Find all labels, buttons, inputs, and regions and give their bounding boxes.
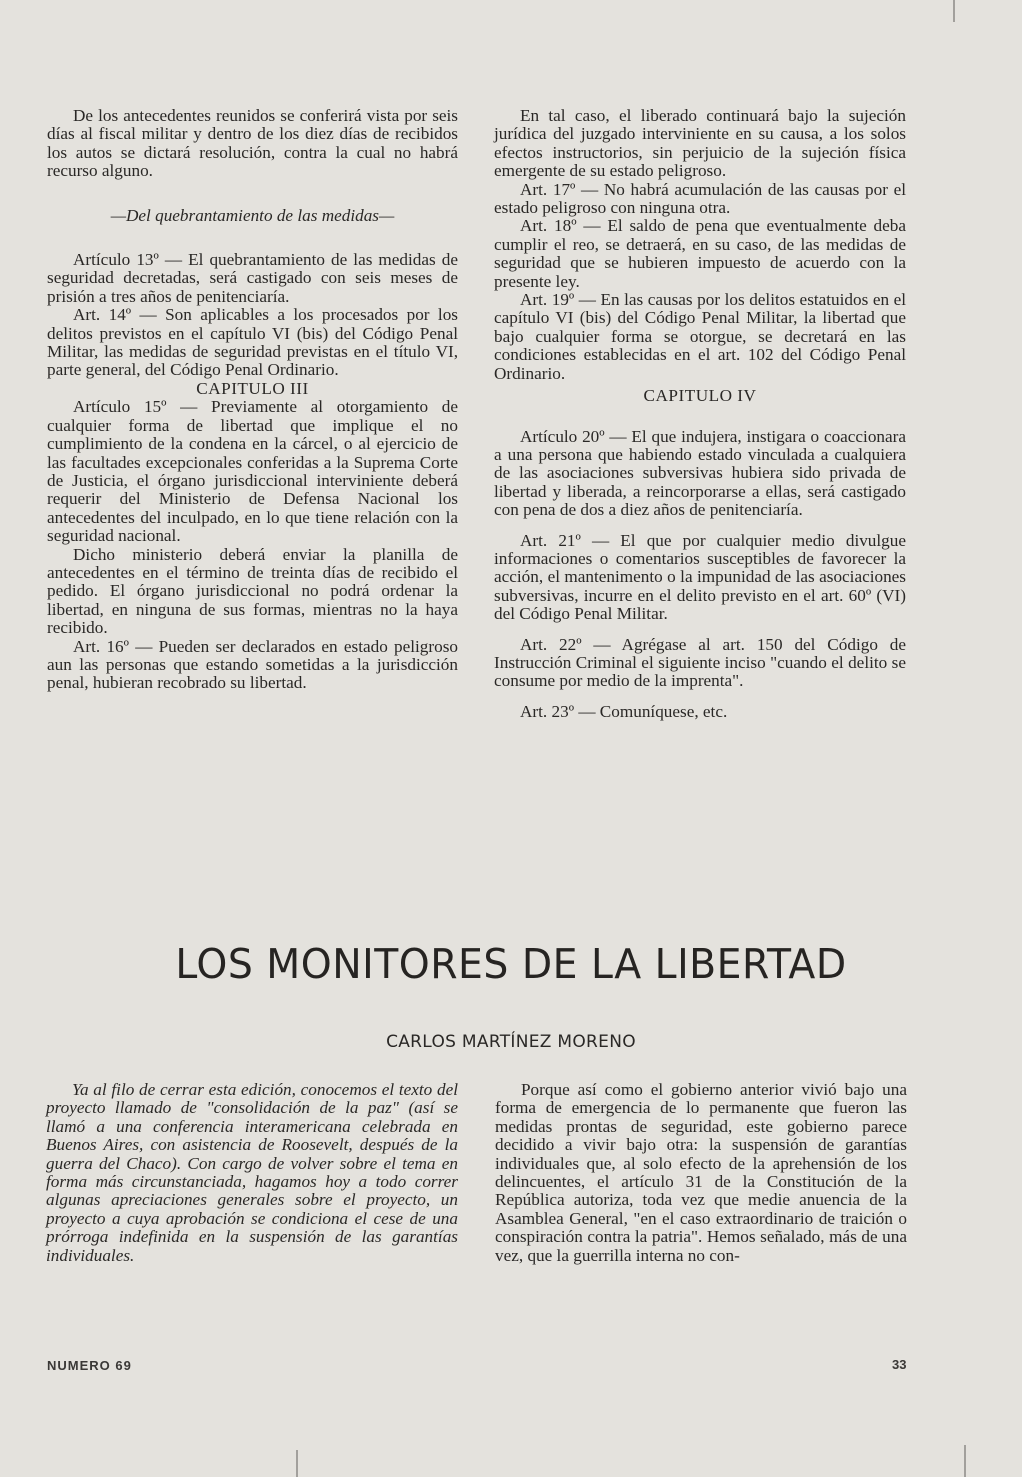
left-column (47, 107, 458, 693)
section-heading: —Del quebrantamiento de las medidas— (110, 205, 395, 225)
scan-artifact (953, 0, 955, 22)
article-21: Art. 21º — El que por cualquier medio divulgue informaciones o comentarios susceptibles de favorecer la acción, el mantenimento o la impunidad de las asociaciones subversivas, incurre en el delito previsto en el art. 60º (VI) del Código Penal Militar. (494, 530, 906, 624)
scan-artifact (296, 1450, 298, 1477)
article-22: Art. 22º — Agrégase al art. 150 del Código de Instrucción Criminal el siguiente inciso "cuando el delito se consume por medio de la imprenta". (494, 634, 906, 691)
right-column (494, 107, 906, 721)
article-byline: CARLOS MARTÍNEZ MORENO (386, 1032, 636, 1052)
article-18: Art. 18º — El saldo de pena que eventualmente deba cumplir el reo, se detraerá, en su caso, de las medidas de seguridad que se hubieren impuesto de acuerdo con la presente ley. (494, 216, 906, 291)
paragraph: De los antecedentes reunidos se conferirá vista por seis días al fiscal militar y dentro de los diez días de recibidos los autos se dictará resolución, contra la cual no habrá recurso alguno. (47, 106, 458, 181)
article-intro (46, 1081, 458, 1265)
article-17: Art. 17º — No habrá acumulación de las causas por el estado peligroso con ninguna otra. (494, 179, 906, 218)
issue-number: NUMERO 69 (47, 1358, 132, 1373)
page-number: 33 (892, 1357, 907, 1372)
article-headline: LOS MONITORES DE LA LIBERTAD (175, 940, 847, 988)
paragraph: En tal caso, el liberado continuará bajo la sujeción jurídica del juzgado interviniente en su causa, a los solos efectos instructorios, sin perjuicio de la sujeción física emergente de su estado peligroso. (494, 106, 906, 181)
article-20: Artículo 20º — El que indujera, instigara o coaccionara a una persona que habiendo estado vinculada a cualquiera de las asociaciones subversivas hubiera sido privada de libertad y liberada, a reincorporarse a ellas, será castigado con pena de dos a diez años de penitenciaría. (494, 426, 906, 520)
article-13: Artículo 13º — El quebrantamiento de las medidas de seguridad decretadas, será castigado con seis meses de prisión a tres años de penitenciaría. (47, 250, 458, 306)
scan-artifact (964, 1445, 966, 1477)
body-text: Porque así como el gobierno anterior vivió bajo una forma de emergencia de lo permanente que fueron las medidas prontas de seguridad, este gobierno parece decidido a vivir bajo otra: la suspensión de garantías individuales que, al solo efecto de la aprehensión de los delincuentes, el artículo 31 de la Constitución de la República autoriza, toda vez que medie anuencia de la Asamblea General, "en el caso extraordinario de traición o conspiración contra la patria". Hemos señalado, más de una vez, que la guerrilla interna no con- (495, 1080, 907, 1265)
article-14: Art. 14º — Son aplicables a los procesados por los delitos previstos en el capítulo VI (bis) del Código Penal Militar, las medidas de seguridad previstas en el título VI, parte general, del Código Penal Ordinario. (47, 305, 458, 380)
article-body (495, 1081, 907, 1265)
article-23: Art. 23º — Comuníquese, etc. (520, 701, 728, 721)
article-19: Art. 19º — En las causas por los delitos estatuidos en el capítulo VI (bis) del Código Penal Militar, la libertad que bajo cualquier forma se otorgue, se decretará en las condiciones establecidas en el art. 102 del Código Penal Ordinario. (494, 290, 906, 383)
chapter-heading: CAPITULO III (196, 378, 309, 398)
chapter-heading: CAPITULO IV (643, 386, 757, 406)
article-16: Art. 16º — Pueden ser declarados en estado peligroso aun las personas que estando sometidas a la jurisdicción penal, hubieran recobrado su libertad. (47, 636, 458, 693)
intro-text: Ya al filo de cerrar esta edición, conocemos el texto del proyecto llamado de "consolidación de la paz" (así se llamó a una conferencia interamericana celebrada en Buenos Aires, con asistencia de Roosevelt, después de la guerra del Chaco). Con cargo de volver sobre el tema en forma más circunstanciada, hagamos hoy a todo correr algunas apreciaciones generales sobre el proyecto, un proyecto a cuya aprobación se condiciona el cese de una prórroga indefinida en la suspensión de las garantías individuales. (46, 1080, 458, 1265)
article-15: Artículo 15º — Previamente al otorgamiento de cualquier forma de libertad que implique el no cumplimiento de la condena en la cárcel, o al ejercicio de las facultades excepcionales conferidas a la Suprema Corte de Justicia, el órgano jurisdiccional interviniente deberá requerir del Ministerio de Defensa Nacional los antecedentes del inculpado, en lo que tiene relación con la seguridad nacional. (47, 397, 458, 546)
article-15-continued: Dicho ministerio deberá enviar la planilla de antecedentes en el término de treinta días de recibido el pedido. El órgano jurisdiccional no podrá ordenar la libertad, en ninguna de sus formas, mientras no la haya recibido. (47, 544, 458, 638)
